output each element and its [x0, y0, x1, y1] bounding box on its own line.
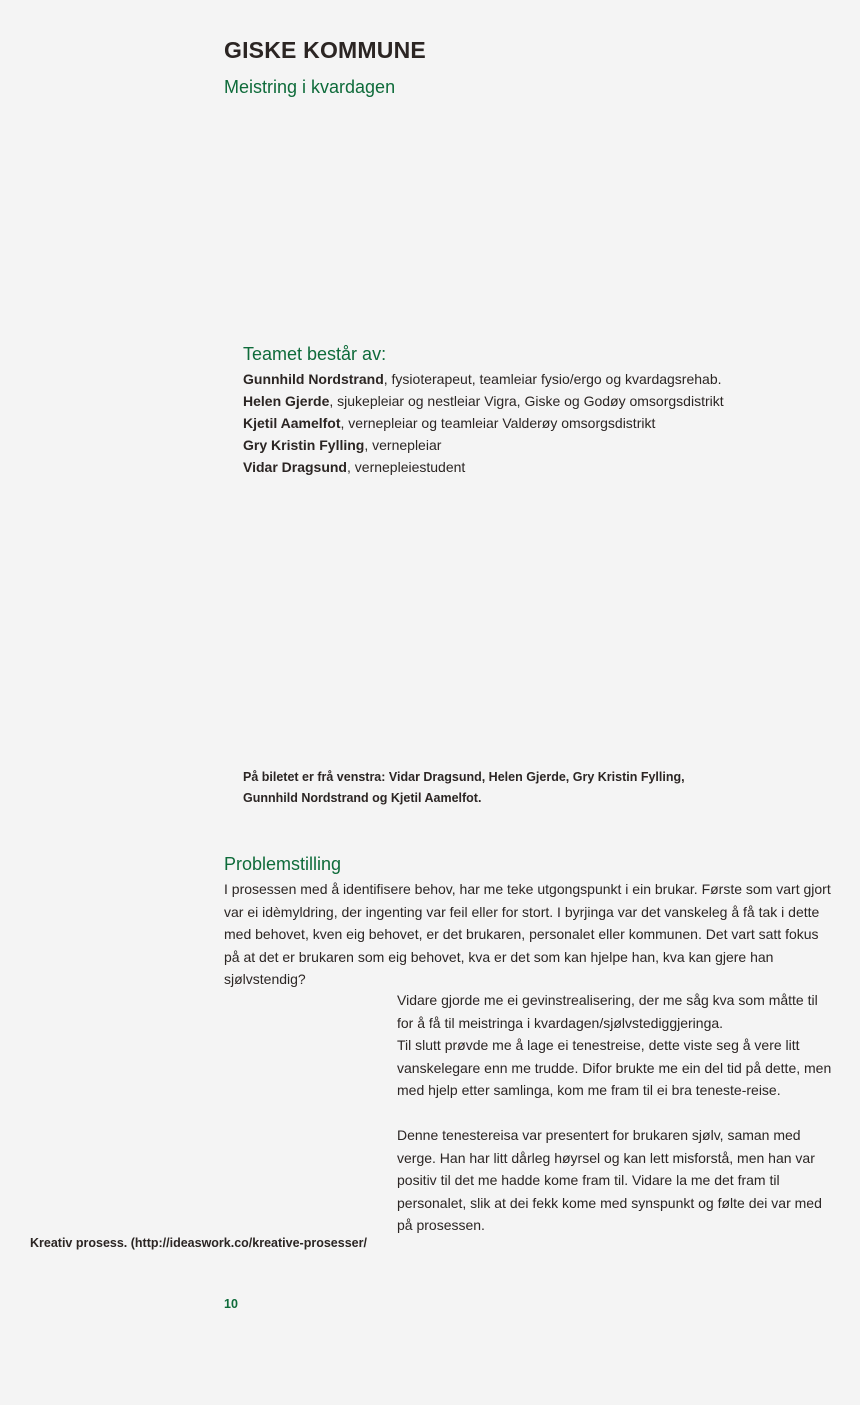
team-member [243, 434, 843, 456]
photo-caption-line: Gunnhild Nordstrand og Kjetil Aamelfot. [243, 791, 482, 805]
member-name: Vidar Dragsund [243, 459, 347, 475]
team-member [243, 456, 843, 478]
section-heading: Problemstilling [224, 854, 342, 874]
team-member [243, 390, 843, 412]
member-role: , vernepleiar [364, 437, 442, 453]
team-member-list [243, 368, 843, 478]
member-role: , sjukepleiar og nestleiar Vigra, Giske og Godøy omsorgsdistrikt [329, 393, 724, 409]
figure-caption: Kreativ prosess. (http://ideaswork.co/kreative-prosesser/ [30, 1236, 367, 1250]
member-name: Helen Gjerde [243, 393, 330, 409]
member-role: , fysioterapeut, teamleiar fysio/ergo og kvardagsrehab. [383, 371, 722, 387]
member-name: Gry Kristin Fylling [243, 437, 365, 453]
member-role: , vernepleiar og teamleiar Valderøy omsorgsdistrikt [340, 415, 656, 431]
body-paragraph: Til slutt prøvde me å lage ei tenestreise, dette viste seg å vere litt vanskelegare enn me trudde. Difor brukte me ein del tid på dette, men med hjelp etter samlinga, kom me fram til ei bra teneste-reise. [397, 1037, 832, 1098]
paragraph-gap [397, 1102, 837, 1125]
member-role: , vernepleiestudent [347, 459, 466, 475]
photo-caption-line: På biletet er frå venstra: Vidar Dragsund, Helen Gjerde, Gry Kristin Fylling, [243, 770, 685, 784]
body-paragraph: Vidare gjorde me ei gevinstrealisering, der me såg kva som måtte til for å få til meistringa i kvardagen/sjølvstediggjeringa. [397, 992, 818, 1031]
team-heading: Teamet består av: [243, 344, 387, 364]
intro-paragraph: I prosessen med å identifisere behov, har me teke utgongspunkt i ein brukar. Første som vart gjort var ei idèmyldring, der ingenting var feil eller for stort. I byrjinga var det vanskeleg å få tak i dette med behovet, kven eig behovet, er det brukaren, personalet eller kommunen. Det vart satt fokus på at det er brukaren som eig behovet, kva er det som kan hjelpe han, kva kan gjere han sjølvstendig? [224, 881, 831, 987]
team-member [243, 368, 843, 390]
page-number: 10 [224, 1297, 238, 1311]
body-paragraph: Denne tenestereisa var presentert for brukaren sjølv, saman med verge. Han har litt dårleg høyrsel og kan lett misforstå, men han var positiv til det me hadde kome fram til. Vidare la me det fram til personalet, slik at dei fekk kome med synspunkt og følte dei var med på prosessen. [397, 1127, 822, 1233]
team-member [243, 412, 843, 434]
document-subtitle: Meistring i kvardagen [224, 77, 396, 97]
organization-name: GISKE KOMMUNE [224, 37, 426, 63]
body-column [397, 989, 837, 1237]
photo-caption [243, 767, 713, 809]
member-name: Kjetil Aamelfot [243, 415, 341, 431]
member-name: Gunnhild Nordstrand [243, 371, 384, 387]
